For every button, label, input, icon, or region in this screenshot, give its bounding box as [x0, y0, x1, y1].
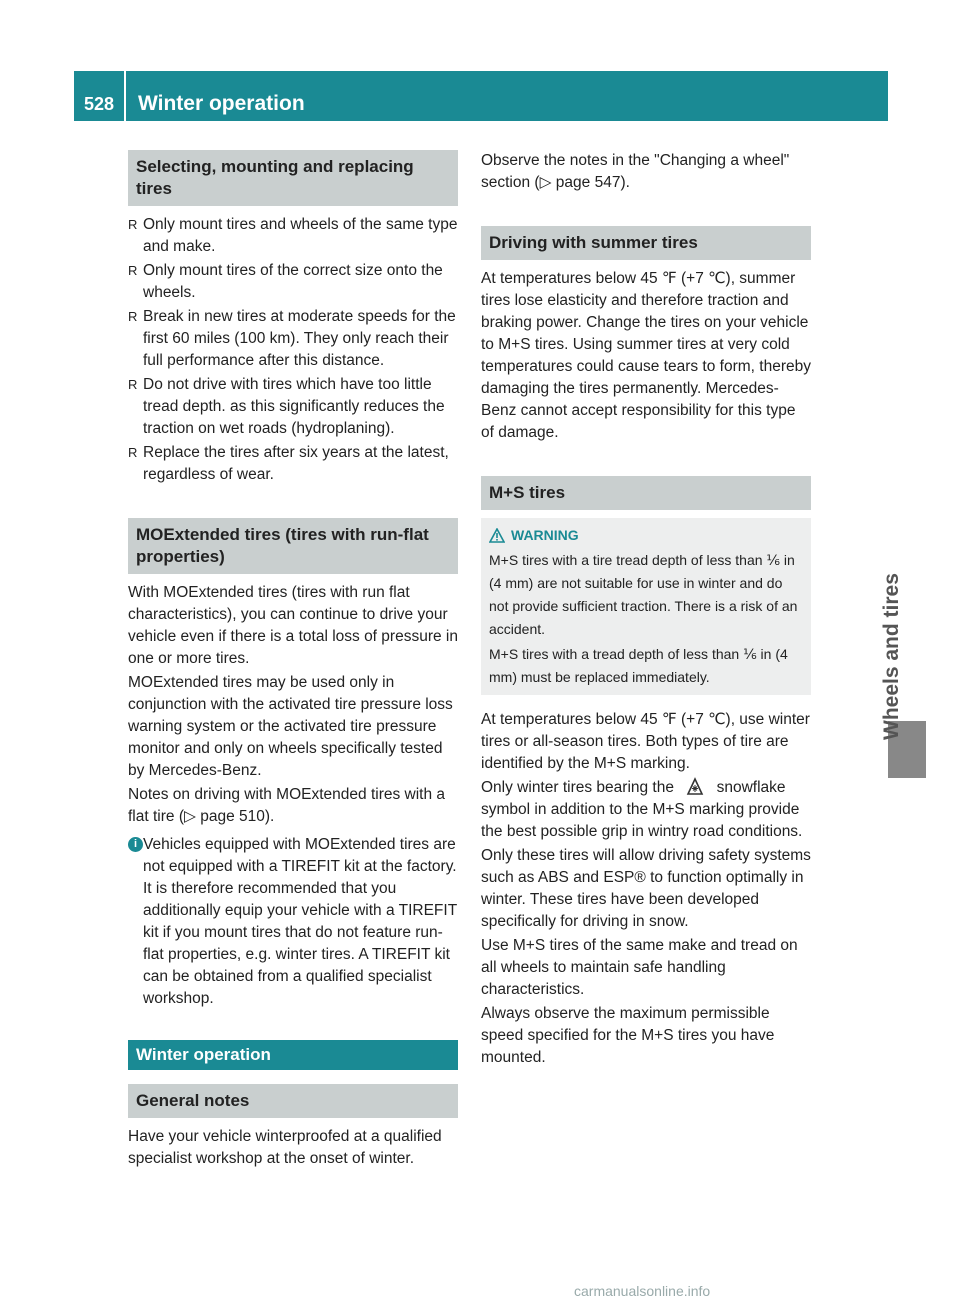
paragraph: Have your vehicle winterproofed at a qualified specialist workshop at the onset of winter.: [128, 1128, 442, 1167]
paragraph-text: snowflake symbol in addition to the M+S marking provide the best possible grip in wintry road conditions.: [481, 779, 803, 840]
warning-triangle-icon: [489, 528, 505, 543]
left-column: [128, 150, 458, 1172]
bullet-item: R Break in new tires at moderate speeds for the first 60 miles (100 km). They only reach their full performance after this distance.: [128, 306, 458, 372]
bullet-item: R Only mount tires of the correct size onto the wheels.: [128, 260, 458, 304]
section-heading-ms-tires: M+S tires: [481, 476, 811, 510]
side-tab-label: Wheels and tires: [880, 573, 903, 740]
bullet-item: R Only mount tires and wheels of the same type and make.: [128, 214, 458, 258]
info-note: [128, 834, 458, 1010]
section-heading-selecting-tires: Selecting, mounting and replacing tires: [128, 150, 458, 206]
watermark: carmanualsonline.info: [574, 1283, 711, 1299]
paragraph: At temperatures below 45 ℉ (+7 ℃), use winter tires or all-season tires. Both types of tire are identified by the M+S marking.: [481, 711, 810, 772]
paragraph-text: Only winter tires bearing the: [481, 779, 674, 796]
warning-text: M+S tires with a tread depth of less than ⅙ in (4 mm) must be replaced immediately.: [489, 646, 788, 685]
page-header: [74, 71, 888, 121]
paragraph: Only these tires will allow driving safety systems such as ABS and ESP® to function optimally in winter. These tires have been developed specifically for driving in snow.: [481, 847, 811, 930]
paragraph: MOExtended tires may be used only in conjunction with the activated tire pressure loss warning system or the activated tire pressure monitor and only on wheels specifically tested by Mercedes-Benz.: [128, 674, 453, 779]
paragraph: At temperatures below 45 ℉ (+7 ℃), summer tires lose elasticity and therefore traction and braking power. Change the tires on your vehicle to M+S tires. Using summer tires at very cold temperatures could cause tears to form, thereby damaging the tires permanently. Mercedes-Benz cannot accept responsibility for this type of damage.: [481, 270, 811, 441]
section-heading-winter-operation: Winter operation: [128, 1040, 458, 1070]
paragraph: With MOExtended tires (tires with run flat characteristics), you can continue to drive your vehicle even if there is a total loss of pressure in one or more tires.: [128, 584, 458, 667]
info-icon: i: [128, 837, 143, 852]
warning-text: M+S tires with a tire tread depth of less than ⅙ in (4 mm) are not suitable for use in winter and do not provide sufficient traction. There is a risk of an accident.: [489, 552, 798, 637]
paragraph: Always observe the maximum permissible speed specified for the M+S tires you have mounted.: [481, 1005, 775, 1066]
bullet-item: R Do not drive with tires which have too little tread depth. as this significantly reduces the traction on wet roads (hydroplaning).: [128, 374, 458, 440]
warning-title-text: WARNING: [511, 527, 579, 543]
section-heading-general-notes: General notes: [128, 1084, 458, 1118]
snowflake-mountain-icon: [678, 777, 712, 795]
paragraph-page-ref: Notes on driving with MOExtended tires with a flat tire (▷ page 510).: [128, 786, 446, 825]
section-heading-moextended: MOExtended tires (tires with run-flat properties): [128, 518, 458, 574]
paragraph: Use M+S tires of the same make and tread on all wheels to maintain safe handling characteristics.: [481, 937, 798, 998]
paragraph-page-ref: Observe the notes in the "Changing a wheel" section (▷ page 547).: [481, 152, 790, 191]
warning-title: [489, 524, 803, 547]
chapter-title: Winter operation: [138, 92, 305, 115]
paragraph-snowflake: [481, 777, 811, 843]
warning-box: [481, 518, 811, 695]
page-number: 528: [74, 71, 126, 121]
info-text: Vehicles equipped with MOExtended tires are not equipped with a TIREFIT kit at the factory. It is therefore recommended that you additionally equip your vehicle with a TIREFIT kit if you mount tires that do not feature run-flat properties, e.g. winter tires. A TIREFIT kit can be obtained from a qualified specialist workshop.: [143, 836, 457, 1007]
section-heading-summer-tires: Driving with summer tires: [481, 226, 811, 260]
bullet-item: R Replace the tires after six years at the latest, regardless of wear.: [128, 442, 458, 486]
right-column: [481, 150, 811, 1071]
